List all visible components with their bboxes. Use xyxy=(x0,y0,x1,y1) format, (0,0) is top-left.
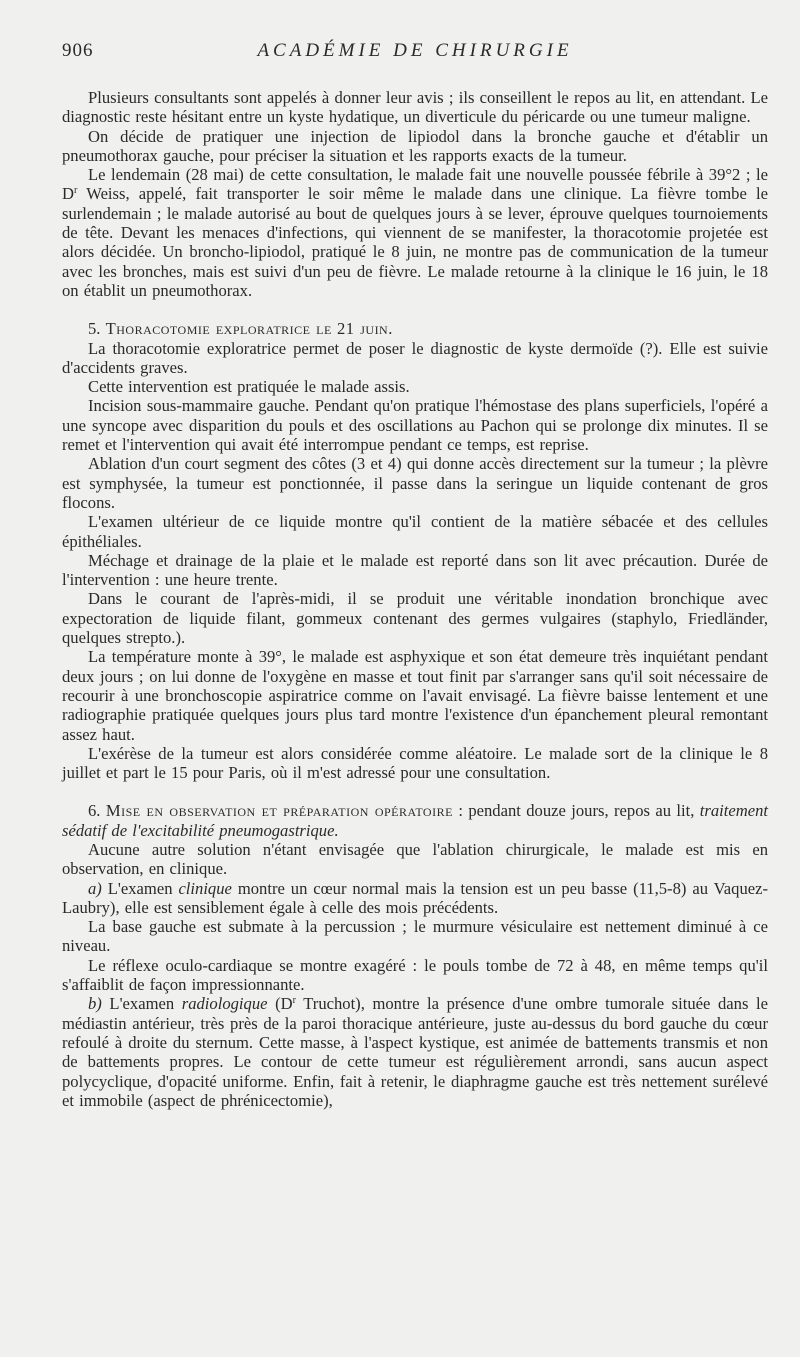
paragraph: La thoracotomie exploratrice permet de poser le diagnostic de kyste dermoïde (?). Elle est suivie d'accidents graves. xyxy=(62,338,768,377)
paragraph: La température monte à 39°, le malade est asphyxique et son état demeure très inquiétant pendant deux jours ; on lui donne de l'oxygène en masse et tout finit par s'arranger sans qu'il soit nécessaire de recourir à une bronchoscopie aspiratrice comme on l'avait envisagé. La fièvre baisse lentement et une radiographie pratiquée quelques jours plus tard montre l'existence d'un épanchement pleural remontant assez haut. xyxy=(62,647,768,744)
paragraph: Méchage et drainage de la plaie et le malade est reporté dans son lit avec précaution. Durée de l'intervention : une heure trente. xyxy=(62,550,768,590)
paragraph: Aucune autre solution n'étant envisagée que l'ablation chirurgicale, le malade est mis en observation, en clinique. xyxy=(62,839,768,879)
section-heading-5: 5. Thoracotomie exploratrice le 21 juin. xyxy=(88,319,393,339)
paragraph: b) L'examen radiologique ($D^r$ Truchot), montre la présence d'une ombre tumorale située dans le médiastin antérieur, très près de la paroi thoracique antérieure, juste au-dessus du bord gauche du cœur refoulé à droite du sternum. Cette masse, à l'aspect kystique, est animée de battements transmis et non de battements propres. Le contour de cette tumeur est régulièrement arrondi, sans aucun aspect polycyclique, d'opacité uniforme. Enfin, fait à retenir, le diaphragme gauche est très nettement surélevé et immobile (aspect de phrénicectomie), xyxy=(62,994,768,1110)
paragraph: L'examen ultérieur de ce liquide montre qu'il contient de la matière sébacée et des cellules épithéliales. xyxy=(62,512,768,551)
paragraph: Le lendemain (28 mai) de cette consultation, le malade fait une nouvelle poussée fébrile à 39°2 ; le $D^r$ Weiss, appelé, fait transporter le soir même le malade dans une clinique. La fièvre tombe le surlendemain ; le malade autorisé au bout de quelques jours à se lever, éprouve quelques tournoiements de tête. Devant les menaces d'infections, qui viennent de se manifester, la thoracotomie projetée est alors décidée. Un broncho-lipiodol, pratiqué le 8 juin, ne montre pas de communication de la tumeur avec les bronches, mais est suivi d'un peu de fièvre. Le malade retourne à la clinique le 16 juin, le 18 on établit un pneumothorax. xyxy=(62,165,768,300)
page-number: 906 xyxy=(62,40,94,61)
paragraph: Incision sous-mammaire gauche. Pendant qu'on pratique l'hémostase des plans superficiels, l'opéré a une syncope avec disparition du pouls et des oscillations au Pachon qui se prolonge dix minutes. Il se remet et l'intervention qui avait été interrompue pendant ce temps, est reprise. xyxy=(62,396,768,455)
paragraph: a) L'examen clinique montre un cœur normal mais la tension est un peu basse (11,5-8) au Vaquez-Laubry), elle est sensiblement égale à celle des mois précédents. xyxy=(62,878,768,917)
body-text xyxy=(62,88,768,1110)
section-heading-6: 6. Mise en observation et préparation opératoire : pendant douze jours, repos au lit, traitement sédatif de l'excitabilité pneumogastrique. xyxy=(62,801,768,840)
running-head xyxy=(62,40,768,68)
paragraph: Le réflexe oculo-cardiaque se montre exagéré : le pouls tombe de 72 à 48, en même temps qu'il s'affaiblit de façon impressionnante. xyxy=(62,955,768,995)
paragraph: Ablation d'un court segment des côtes (3 et 4) qui donne accès directement sur la tumeur ; la plèvre est symphysée, la tumeur est ponctionnée, il passe dans la seringue un liquide contenant de gros flocons. xyxy=(62,454,768,512)
paragraph: On décide de pratiquer une injection de lipiodol dans la bronche gauche et d'établir un pneumothorax gauche, pour préciser la situation et les rapports exacts de la tumeur. xyxy=(62,126,768,165)
paragraph: Plusieurs consultants sont appelés à donner leur avis ; ils conseillent le repos au lit, en attendant. Le diagnostic reste hésitant entre un kyste hydatique, un diverticule du péricarde ou une tumeur maligne. xyxy=(62,88,768,127)
paragraph: L'exérèse de la tumeur est alors considérée comme aléatoire. Le malade sort de la clinique le 8 juillet et part le 15 pour Paris, où il m'est adressé pour une consultation. xyxy=(62,743,768,783)
paragraph: Dans le courant de l'après-midi, il se produit une véritable inondation bronchique avec expectoration de liquide filant, gommeux contenant des germes vulgaires (staphylo, Friedländer, quelques strepto.). xyxy=(62,589,768,648)
paragraph: La base gauche est submate à la percussion ; le murmure vésiculaire est nettement diminué à ce niveau. xyxy=(62,917,768,956)
running-title: ACADÉMIE DE CHIRURGIE xyxy=(257,40,573,61)
paragraph: Cette intervention est pratiquée le malade assis. xyxy=(88,377,410,397)
